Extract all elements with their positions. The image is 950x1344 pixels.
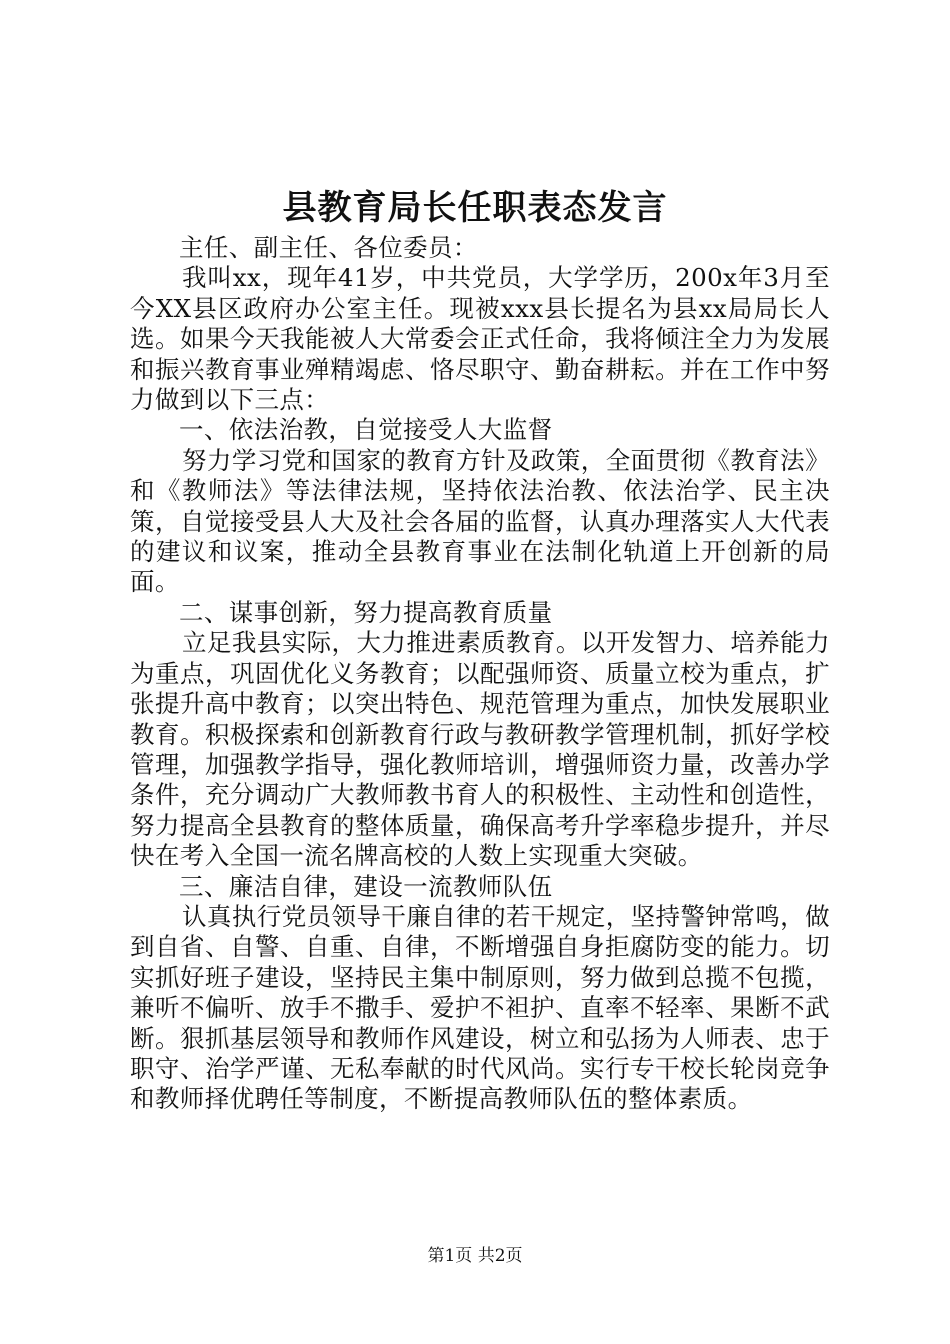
paragraph-section-3: 认真执行党员领导干廉自律的若干规定，坚持警钟常鸣，做到自省、自警、自重、自律，不断增强自身拒腐防变的能力。切实抓好班子建设，坚持民主集中制原则，努力做到总揽不包揽，兼听不偏听、放手不撒手、爱护不袒护、直率不轻率、果断不武断。狠抓基层领导和教师作风建设，树立和弘扬为人师表、忠于职守、治学严谨、无私奉献的时代风尚。实行专干校长轮岗竞争和教师择优聘任等制度，不断提高教师队伍的整体素质。 bbox=[130, 901, 830, 1114]
document-title: 县教育局长任职表态发言 bbox=[282, 188, 668, 228]
section-heading-2: 二、谋事创新，努力提高教育质量 bbox=[179, 597, 553, 627]
paragraph-section-1: 努力学习党和国家的教育方针及政策，全面贯彻《教育法》和《教师法》等法律法规，坚持依法治教、依法治学、民主决策，自觉接受县人大及社会各届的监督，认真办理落实人大代表的建议和议案，推动全县教育事业在法制化轨道上开创新的局面。 bbox=[130, 445, 830, 597]
paragraph-intro: 我叫xx，现年41岁，中共党员，大学学历，200x年3月至今XX县区政府办公室主任。现被xxx县长提名为县xx局局长人选。如果今天我能被人大常委会正式任命，我将倾注全力为发展和振兴教育事业殚精竭虑、恪尽职守、勤奋耕耘。并在工作中努力做到以下三点： bbox=[130, 263, 830, 415]
document-body bbox=[130, 233, 830, 1115]
page-footer: 第1页 共2页 bbox=[427, 1246, 523, 1266]
salutation: 主任、副主任、各位委员： bbox=[179, 233, 478, 262]
section-heading-3: 三、廉洁自律，建设一流教师队伍 bbox=[179, 871, 553, 901]
paragraph-section-2: 立足我县实际，大力推进素质教育。以开发智力、培养能力为重点，巩固优化义务教育；以配强师资、质量立校为重点，扩张提升高中教育；以突出特色、规范管理为重点，加快发展职业教育。积极探索和创新教育行政与教研教学管理机制，抓好学校管理，加强教学指导，强化教师培训，增强师资力量，改善办学条件，充分调动广大教师教书育人的积极性、主动性和创造性，努力提高全县教育的整体质量，确保高考升学率稳步提升，并尽快在考入全国一流名牌高校的人数上实现重大突破。 bbox=[130, 628, 830, 871]
section-heading-1: 一、依法治教，自觉接受人大监督 bbox=[179, 415, 553, 445]
